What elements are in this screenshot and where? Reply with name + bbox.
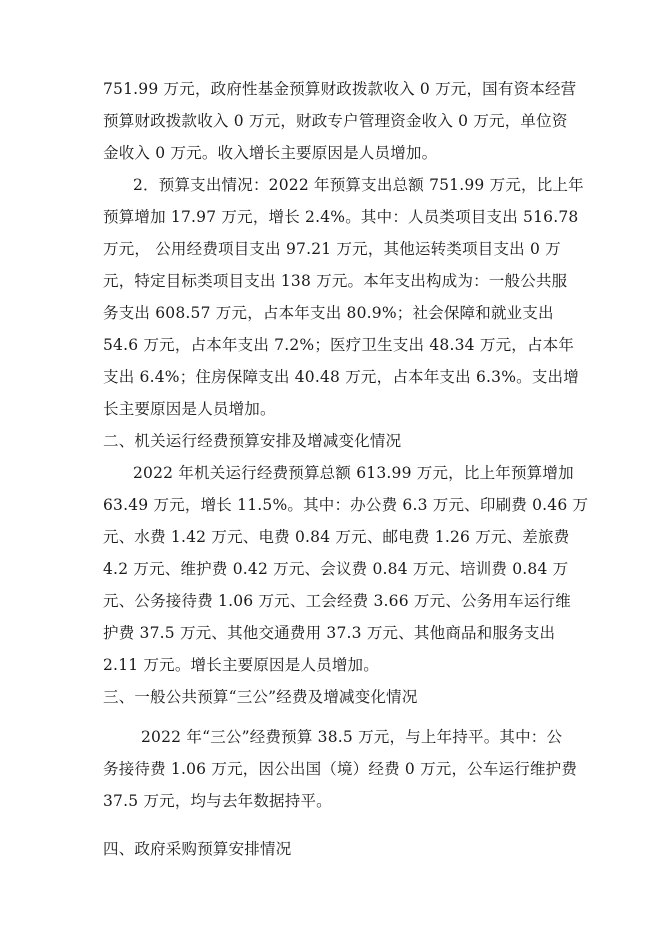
paragraph-line: 63.49 万元，增长 11.5%。其中：办公费 6.3 万元、印刷费 0.46 万 bbox=[103, 496, 589, 514]
section-heading: 二、机关运行经费预算安排及增减变化情况 bbox=[103, 432, 402, 450]
paragraph-line: 751.99 万元，政府性基金预算财政拨款收入 0 万元，国有资本经营 bbox=[103, 80, 577, 98]
paragraph-line: 务接待费 1.06 万元，因公出国（境）经费 0 万元，公车运行维护费 bbox=[103, 760, 578, 778]
paragraph-line: 万元， 公用经费项目支出 97.21 万元，其他运转类项目支出 0 万 bbox=[103, 240, 561, 258]
paragraph-line: 2022 年“三公”经费预算 38.5 万元，与上年持平。其中：公 bbox=[141, 728, 563, 746]
paragraph-line: 37.5 万元，均与去年数据持平。 bbox=[103, 792, 332, 810]
paragraph-line: 元，特定目标类项目支出 138 万元。本年支出构成为：一般公共服 bbox=[103, 272, 568, 290]
paragraph-line: 元、公务接待费 1.06 万元、工会经费 3.66 万元、公务用车运行维 bbox=[103, 592, 571, 610]
paragraph-line: 长主要原因是人员增加。 bbox=[103, 400, 276, 418]
paragraph-line: 务支出 608.57 万元，占本年支出 80.9%；社会保障和就业支出 bbox=[103, 304, 554, 322]
paragraph-line: 支出 6.4%；住房保障支出 40.48 万元，占本年支出 6.3%。支出增 bbox=[103, 368, 579, 386]
paragraph-line: 2022 年机关运行经费预算总额 613.99 万元，比上年预算增加 bbox=[133, 464, 574, 482]
paragraph-line: 元、水费 1.42 万元、电费 0.84 万元、邮电费 1.26 万元、差旅费 bbox=[103, 528, 570, 546]
paragraph-line: 预算增加 17.97 万元，增长 2.4%。其中：人员类项目支出 516.78 bbox=[103, 208, 579, 226]
section-heading: 四、政府采购预算安排情况 bbox=[103, 840, 292, 858]
paragraph-line: 金收入 0 万元。收入增长主要原因是人员增加。 bbox=[103, 144, 438, 162]
paragraph-line: 54.6 万元，占本年支出 7.2%；医疗卫生支出 48.34 万元，占本年 bbox=[103, 336, 575, 354]
paragraph-line: 2．预算支出情况：2022 年预算支出总额 751.99 万元，比上年 bbox=[133, 176, 584, 194]
paragraph-line: 预算财政拨款收入 0 万元，财政专户管理资金收入 0 万元，单位资 bbox=[103, 112, 568, 130]
paragraph-line: 护费 37.5 万元、其他交通费用 37.3 万元、其他商品和服务支出 bbox=[103, 624, 556, 642]
section-heading: 三、一般公共预算“三公”经费及增减变化情况 bbox=[103, 688, 418, 706]
paragraph-line: 4.2 万元、维护费 0.42 万元、会议费 0.84 万元、培训费 0.84 万 bbox=[103, 560, 569, 578]
paragraph-line: 2.11 万元。增长主要原因是人员增加。 bbox=[103, 656, 379, 674]
